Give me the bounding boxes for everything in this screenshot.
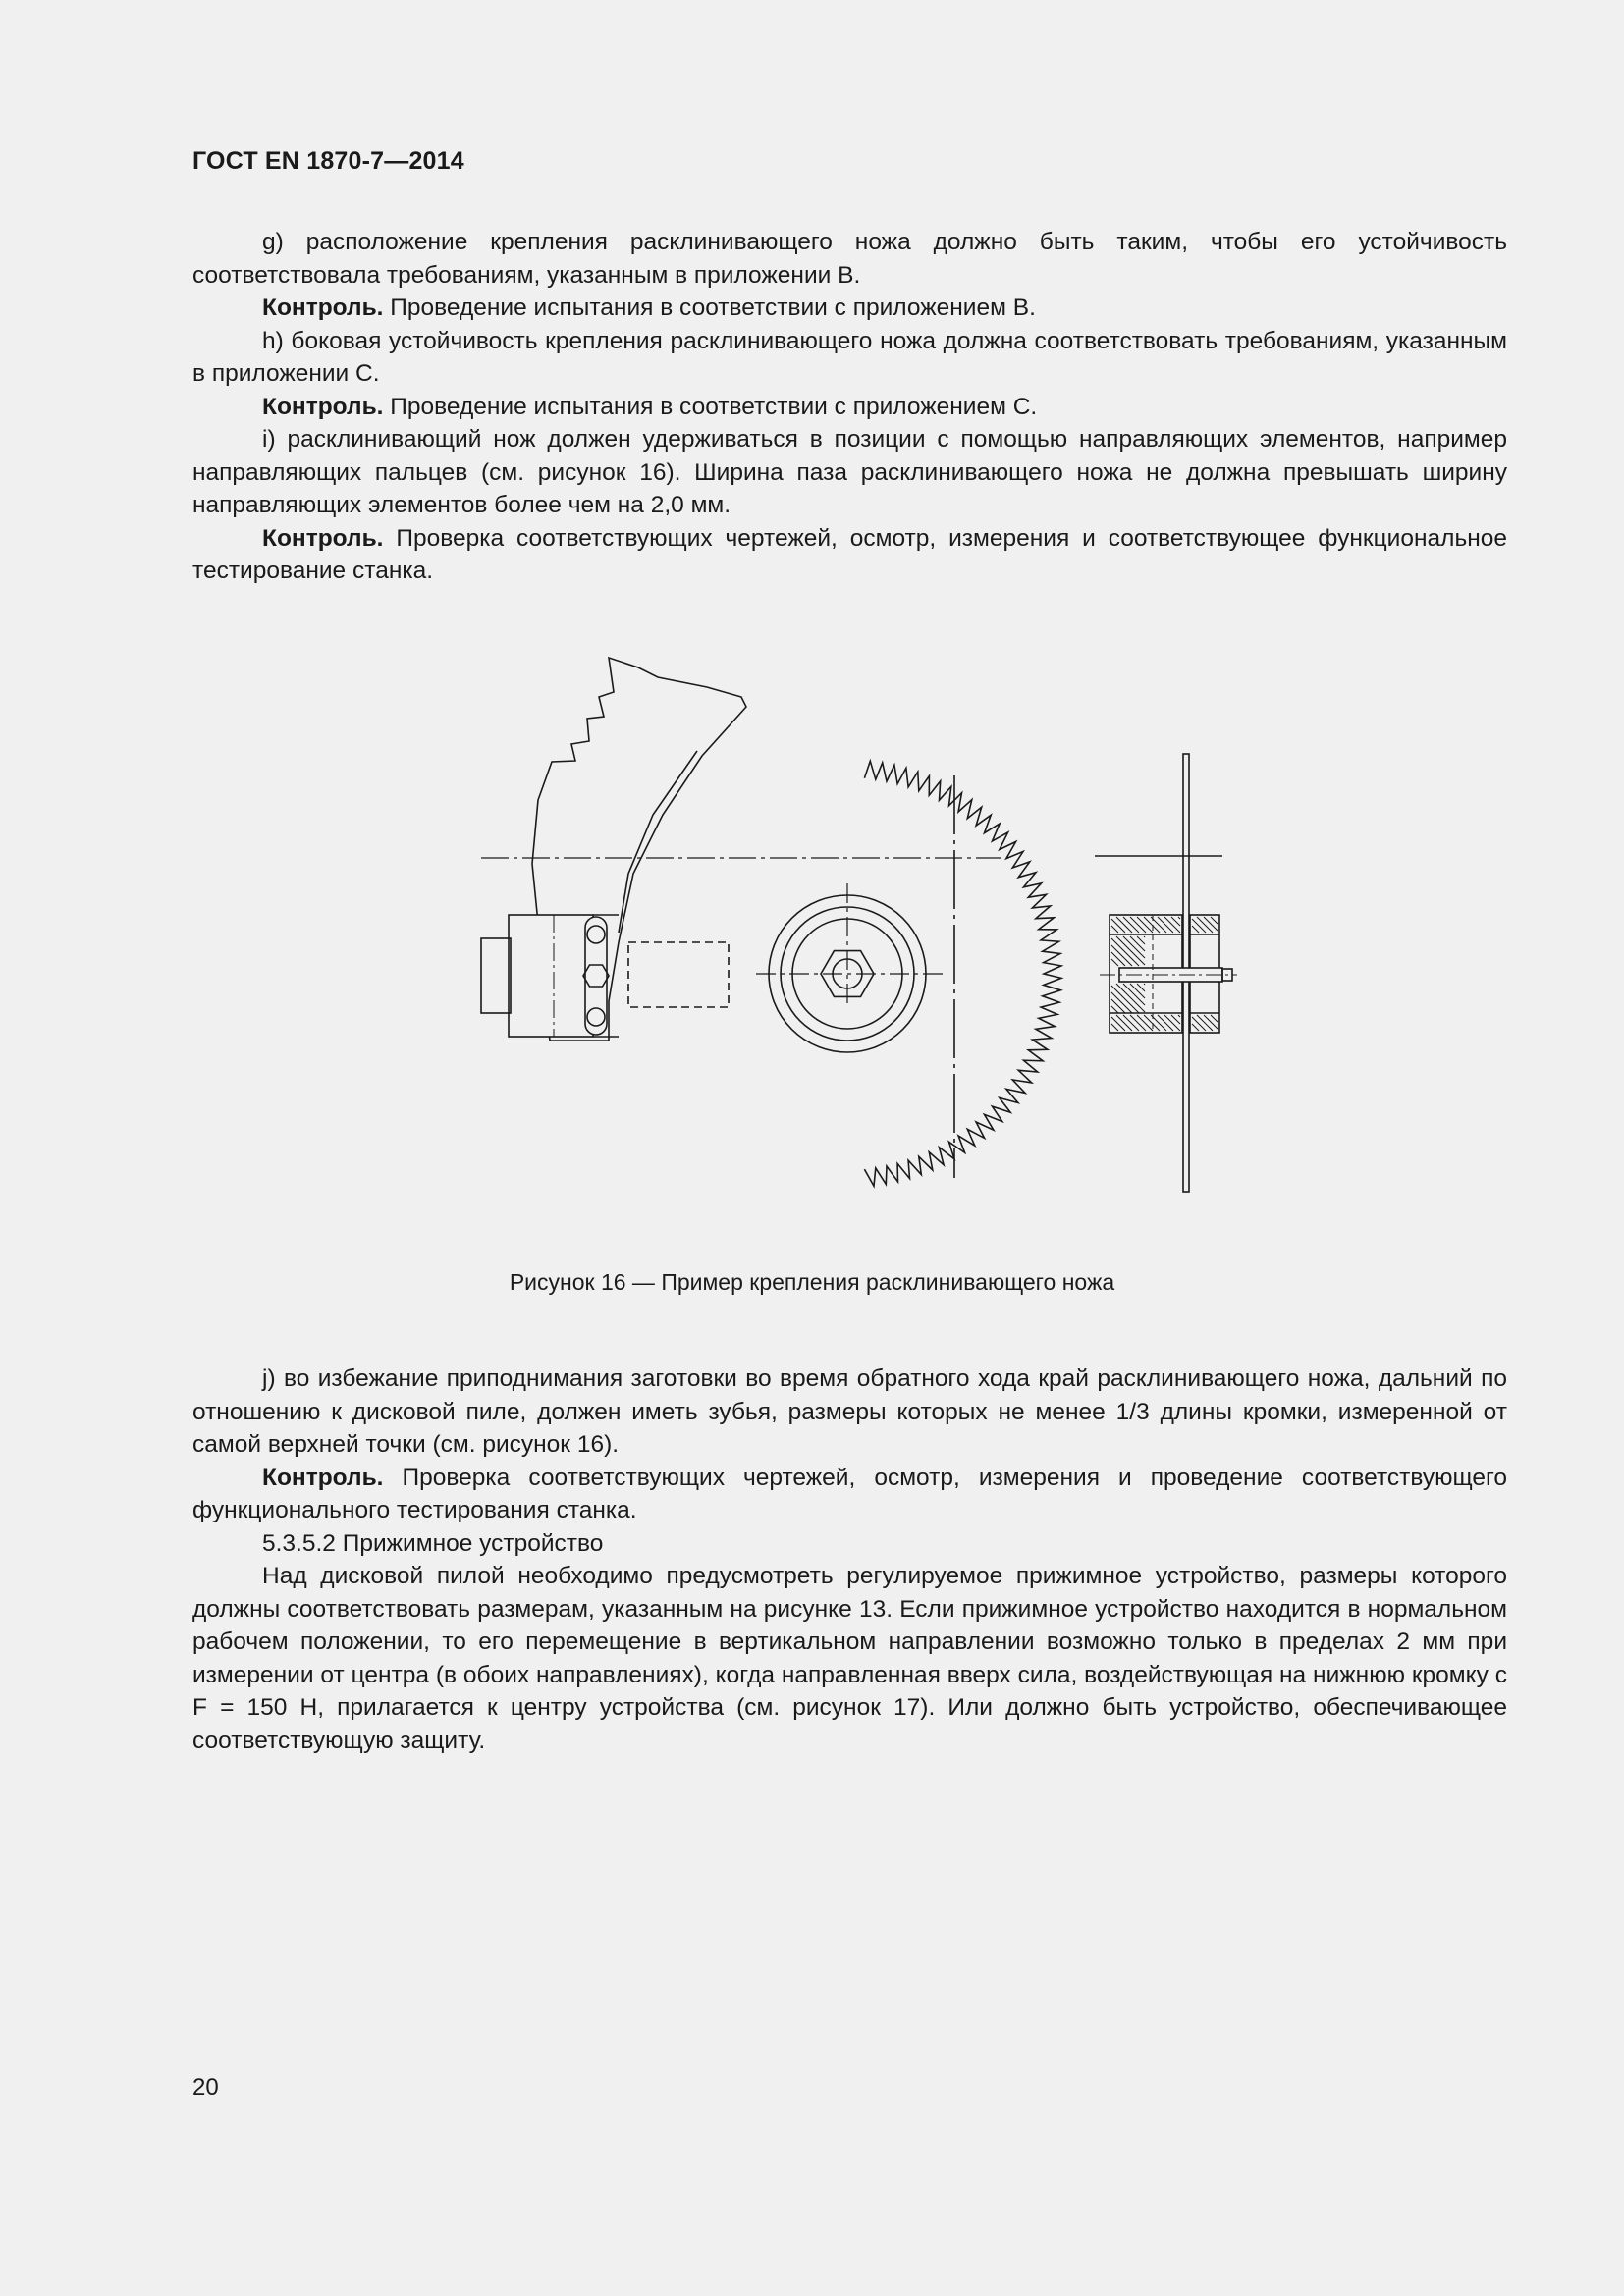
paragraph-i: i) расклинивающий нож должен удерживаться в позиции с помощью направляющих элементов, например направляющих пальцев (см. рисунок 16). Ширина паза расклинивающего ножа не должна превышать ширину направляющих элементов более чем на 2,0 мм. bbox=[192, 426, 1507, 518]
text-block-bottom bbox=[192, 1362, 1507, 1757]
text-block-top bbox=[192, 226, 1507, 588]
hatch-line bbox=[1197, 917, 1213, 933]
paragraph-g: g) расположение крепления расклинивающего ножа должно быть таким, чтобы его устойчивость соответствовала требованиям, указанным в приложении В. bbox=[192, 229, 1507, 289]
hatch-line bbox=[1197, 1015, 1213, 1031]
control-label: Контроль. bbox=[262, 393, 384, 420]
hatch-line bbox=[1211, 1015, 1218, 1022]
control-label: Контроль. bbox=[262, 294, 384, 321]
control-text: Проверка соответствующих чертежей, осмотр, измерения и соответствующее функциональное тестирование станка. bbox=[192, 524, 1507, 584]
clamp-base bbox=[481, 938, 511, 1013]
hatch-line bbox=[1192, 1017, 1206, 1031]
control-text: Проверка соответствующих чертежей, осмотр, измерения и проведение соответствующего функционального тестирования станка. bbox=[192, 1464, 1507, 1523]
control-paragraph-g bbox=[192, 292, 1507, 325]
section-heading-5-3-5-2: 5.3.5.2 Прижимное устройство bbox=[262, 1529, 604, 1557]
control-label: Контроль. bbox=[262, 524, 384, 552]
hatch-line bbox=[1144, 936, 1145, 937]
control-paragraph-j bbox=[192, 1462, 1507, 1527]
paragraph-h: h) боковая устойчивость крепления расклинивающего ножа должна соответствовать требованиям, указанным в приложении С. bbox=[192, 327, 1507, 387]
figure-caption: Рисунок 16 — Пример крепления расклинивающего ножа bbox=[509, 1269, 1115, 1295]
knife-slot-projection bbox=[628, 942, 729, 1007]
page-number: 20 bbox=[192, 2074, 219, 2101]
hatch-line bbox=[1211, 917, 1218, 924]
hatch-line bbox=[1192, 1024, 1199, 1031]
control-label: Контроль. bbox=[262, 1464, 384, 1491]
paragraph-hold-down-device: Над дисковой пилой необходимо предусмотреть регулируемое прижимное устройство, размеры которого должны соответствовать размерам, указанным на рисунке 13. Если прижимное устройство находится в нормальном рабочем положении, то его перемещение в вертикальном направлении возможно только в пределах 2 мм при измерении от центра (в обоих направлениях), когда направленная вверх сила, воздействующая на нижнюю кромку с F = 150 Н, прилагается к центру устройства (см. рисунок 17). Или должно быть устройство, обеспечивающее соответствующую защиту. bbox=[192, 1563, 1507, 1754]
control-paragraph-h bbox=[192, 391, 1507, 424]
riving-knife-inner-edge bbox=[619, 751, 697, 933]
technical-drawing bbox=[461, 648, 1237, 1198]
hatch-line bbox=[1204, 1015, 1218, 1029]
control-text: Проведение испытания в соответствии с приложением С. bbox=[383, 393, 1038, 420]
hatch-line bbox=[1144, 984, 1145, 985]
paragraph-j: j) во избежание приподнимания заготовки во время обратного хода край расклинивающего ножа, дальний по отношению к дисковой пиле, должен иметь зубья, размеры которых не менее 1/3 длины кромки, измеренной от самой верхней точки (см. рисунок 16). bbox=[192, 1365, 1507, 1458]
control-paragraph-i bbox=[192, 522, 1507, 588]
guide-slot bbox=[585, 917, 607, 1035]
figure-16-riving-knife-mount bbox=[461, 648, 1237, 1198]
hatch-line bbox=[1204, 917, 1218, 931]
hatch-line bbox=[1192, 926, 1199, 933]
hatch-line bbox=[1192, 919, 1206, 933]
document-header: ГОСТ EN 1870-7—2014 bbox=[192, 147, 464, 175]
clamp-block bbox=[509, 915, 593, 1037]
control-text: Проведение испытания в соответствии с приложением В. bbox=[383, 294, 1036, 321]
